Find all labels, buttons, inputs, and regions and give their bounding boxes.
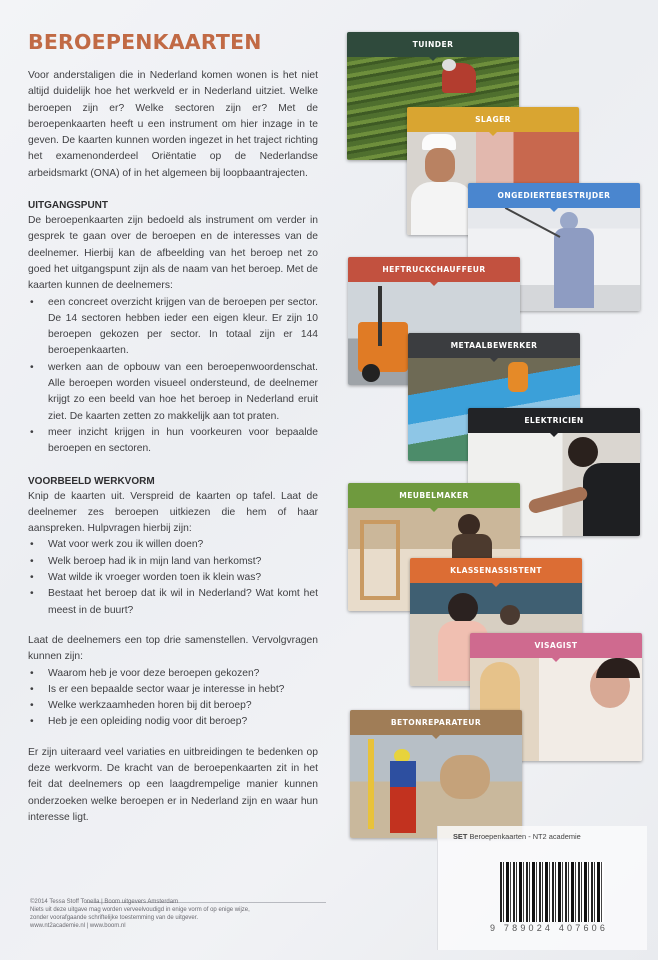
list-item: • werken aan de opbouw van een beroepenwoordenschat. Alle beroepen worden visueel ondersteund, de deelnemer krijgt zo een beeld van hoe het beroep in Nederland eruit ziet. De kaarten zetten zo makkelijk aan tot praten. <box>30 361 318 422</box>
card-photo <box>350 735 522 838</box>
card-banner: MEUBELMAKER <box>348 483 520 508</box>
list-item: • Wat wilde ik vroeger worden toen ik klein was? <box>28 570 318 586</box>
bullet-icon: • <box>30 361 34 373</box>
bullet-icon: • <box>30 555 34 567</box>
card-banner: HEFTRUCKCHAUFFEUR <box>348 257 520 282</box>
page-title: BEROEPENKAARTEN <box>28 30 262 54</box>
bullet-icon: • <box>30 683 34 695</box>
copyright-footer: ©2014 Tessa Stoff Tonella | Boom uitgevers Amsterdam Niets uit deze uitgave mag worden verveelvoudigd in enige vorm of op enige wijze, zonder voorafgaande schriftelijke toestemming van de uitgever. www.nt2academie.nl | www.boom.nl <box>30 899 250 929</box>
product-set-label: SET Beroepenkaarten - NT2 academie <box>453 832 581 841</box>
uitgangspunt-list <box>28 295 318 458</box>
werkvorm-paragraph: Knip de kaarten uit. Verspreid de kaarten op tafel. Laat de deelnemer zes beroepen uitkiezen die hem of haar aanspreken. Hulpvragen hierbij zijn: <box>28 490 318 535</box>
bullet-icon: • <box>30 426 34 438</box>
section-heading-werkvorm: VOORBEELD WERKVORM <box>28 475 155 487</box>
text-column <box>28 30 318 826</box>
card-banner: METAALBEWERKER <box>408 333 580 358</box>
bullet-icon: • <box>30 572 34 584</box>
barcode-number: 9 789024 407606 <box>490 923 609 933</box>
vervolgvragen-paragraph: Laat de deelnemers een top drie samenstellen. Vervolgvragen kunnen zijn: <box>28 634 318 663</box>
list-item: • Heb je een opleiding nodig voor dit beroep? <box>28 714 318 730</box>
vervolgvragen-list <box>28 666 318 731</box>
list-item: • Waarom heb je voor deze beroepen gekozen? <box>28 666 318 682</box>
uitgangspunt-paragraph: De beroepenkaarten zijn bedoeld als instrument om verder in gesprek te gaan over de beroepen en de interesses van de deelnemer. Hierbij kan de afbeelding van het beroep net zo goed het uitgangspunt zijn als de naam van het beroep. Met de kaarten kunnen de deelnemers: <box>28 215 318 292</box>
list-item: • meer inzicht krijgen in hun voorkeuren voor bepaalde beroepen en sectoren. <box>30 426 318 455</box>
hulpvragen-list <box>28 537 318 618</box>
card-banner: BETONREPARATEUR <box>350 710 522 735</box>
barcode-icon <box>500 862 604 922</box>
list-item: • Welke werkzaamheden horen bij dit beroep? <box>28 698 318 714</box>
bullet-icon: • <box>30 539 34 551</box>
list-item: • Welk beroep had ik in mijn land van herkomst? <box>28 554 318 570</box>
list-item: • Bestaat het beroep dat ik wil in Nederland? Wat komt het meest in de buurt? <box>30 588 318 616</box>
closing-paragraph: Er zijn uiteraard veel variaties en uitbreidingen te bedenken op deze werkvorm. De kracht van de beroepenkaarten zit in het feit dat deelnemers op een laagdrempelige manier kunnen onderzoeken welke beroepen er in Nederland zijn en waar hun interesse ligt. <box>28 746 318 823</box>
card-banner: KLASSENASSISTENT <box>410 558 582 583</box>
bullet-icon: • <box>30 296 34 308</box>
bullet-icon: • <box>30 716 34 728</box>
card-banner: ONGEDIERTEBESTRIJDER <box>468 183 640 208</box>
section-heading-uitgangspunt: UITGANGSPUNT <box>28 200 108 212</box>
list-item: • Is er een bepaalde sector waar je interesse in hebt? <box>28 682 318 698</box>
list-item: • een concreet overzicht krijgen van de beroepen per sector. De 14 sectoren hebben ieder een eigen kleur. Er zijn 10 beroepen gekozen per sector. In totaal zijn er 144 beroepenkaarten. <box>30 296 318 357</box>
card-banner: TUINDER <box>347 32 519 57</box>
card-betonreparateur <box>350 710 522 838</box>
list-item: • Wat voor werk zou ik willen doen? <box>28 537 318 553</box>
intro-paragraph: Voor anderstaligen die in Nederland komen wonen is het niet altijd duidelijk hoe het werkveld er in Nederland uitziet. Welke beroepen zijn er? Welke sectoren zijn er? Met de beroepenkaarten heeft u een instrument om hier inzage in te geven. De kaarten kunnen worden ingezet in het traject richting het examenonderdeel Oriëntatie op de Nederlandse arbeidsmarkt (ONA) of in het algemeen bij loopbaantrajecten. <box>28 70 318 179</box>
bullet-icon: • <box>30 700 34 712</box>
bullet-icon: • <box>30 588 34 600</box>
card-banner: ELEKTRICIEN <box>468 408 640 433</box>
bullet-icon: • <box>30 667 34 679</box>
card-banner: VISAGIST <box>470 633 642 658</box>
card-banner: SLAGER <box>407 107 579 132</box>
